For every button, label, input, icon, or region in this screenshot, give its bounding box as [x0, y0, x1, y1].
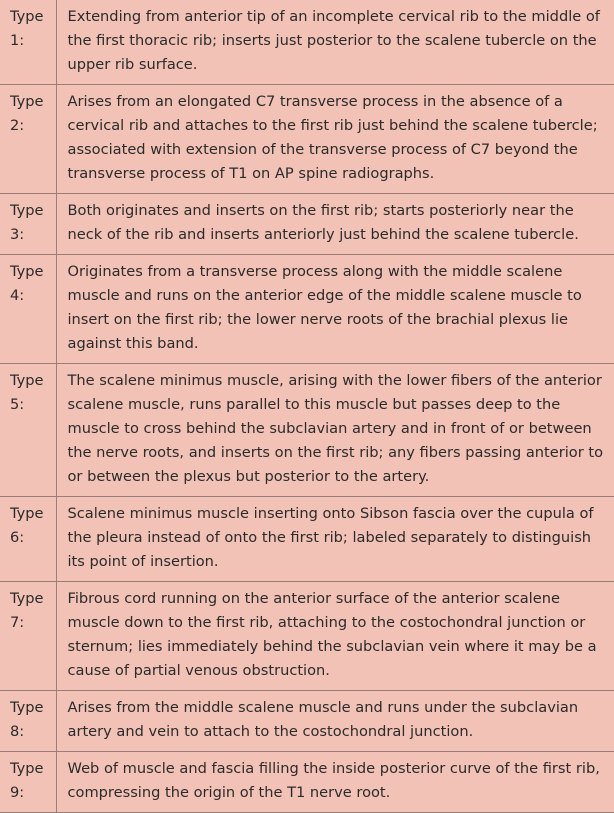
table-row	[0, 582, 614, 691]
type-description: Extending from anterior tip of an incomplete cervical rib to the middle of the first thoracic rib; inserts just posterior to the scalene tubercle on the upper rib surface.	[56, 0, 614, 85]
type-label: Type 1:	[0, 0, 56, 85]
table-row	[0, 364, 614, 497]
table-row	[0, 0, 614, 85]
table-row	[0, 85, 614, 194]
type-description: Originates from a transverse process along with the middle scalene muscle and runs on the anterior edge of the middle scalene muscle to insert on the first rib; the lower nerve roots of the brachial plexus lie against this band.	[56, 255, 614, 364]
table-row	[0, 691, 614, 752]
table-row	[0, 752, 614, 813]
type-label: Type 5:	[0, 364, 56, 497]
table-row	[0, 497, 614, 582]
type-description: The scalene minimus muscle, arising with the lower fibers of the anterior scalene muscle, runs parallel to this muscle but passes deep to the muscle to cross behind the subclavian artery and in front of or between the nerve roots, and inserts on the first rib; any fibers passing anterior to or between the plexus but posterior to the artery.	[56, 364, 614, 497]
type-label: Type 7:	[0, 582, 56, 691]
type-label: Type 4:	[0, 255, 56, 364]
type-label: Type 2:	[0, 85, 56, 194]
type-description: Both originates and inserts on the first rib; starts posteriorly near the neck of the rib and inserts anteriorly just behind the scalene tubercle.	[56, 194, 614, 255]
type-description: Web of muscle and fascia filling the inside posterior curve of the first rib, compressing the origin of the T1 nerve root.	[56, 752, 614, 813]
type-description: Fibrous cord running on the anterior surface of the anterior scalene muscle down to the first rib, attaching to the costochondral junction or sternum; lies immediately behind the subclavian vein where it may be a cause of partial venous obstruction.	[56, 582, 614, 691]
type-description: Scalene minimus muscle inserting onto Sibson fascia over the cupula of the pleura instead of onto the first rib; labeled separately to distinguish its point of insertion.	[56, 497, 614, 582]
type-description: Arises from the middle scalene muscle and runs under the subclavian artery and vein to attach to the costochondral junction.	[56, 691, 614, 752]
type-label: Type 8:	[0, 691, 56, 752]
type-label: Type 9:	[0, 752, 56, 813]
table-row	[0, 194, 614, 255]
type-label: Type 3:	[0, 194, 56, 255]
table-row	[0, 255, 614, 364]
type-label: Type 6:	[0, 497, 56, 582]
type-description: Arises from an elongated C7 transverse process in the absence of a cervical rib and attaches to the first rib just behind the scalene tubercle; associated with extension of the transverse process of C7 beyond the transverse process of T1 on AP spine radiographs.	[56, 85, 614, 194]
